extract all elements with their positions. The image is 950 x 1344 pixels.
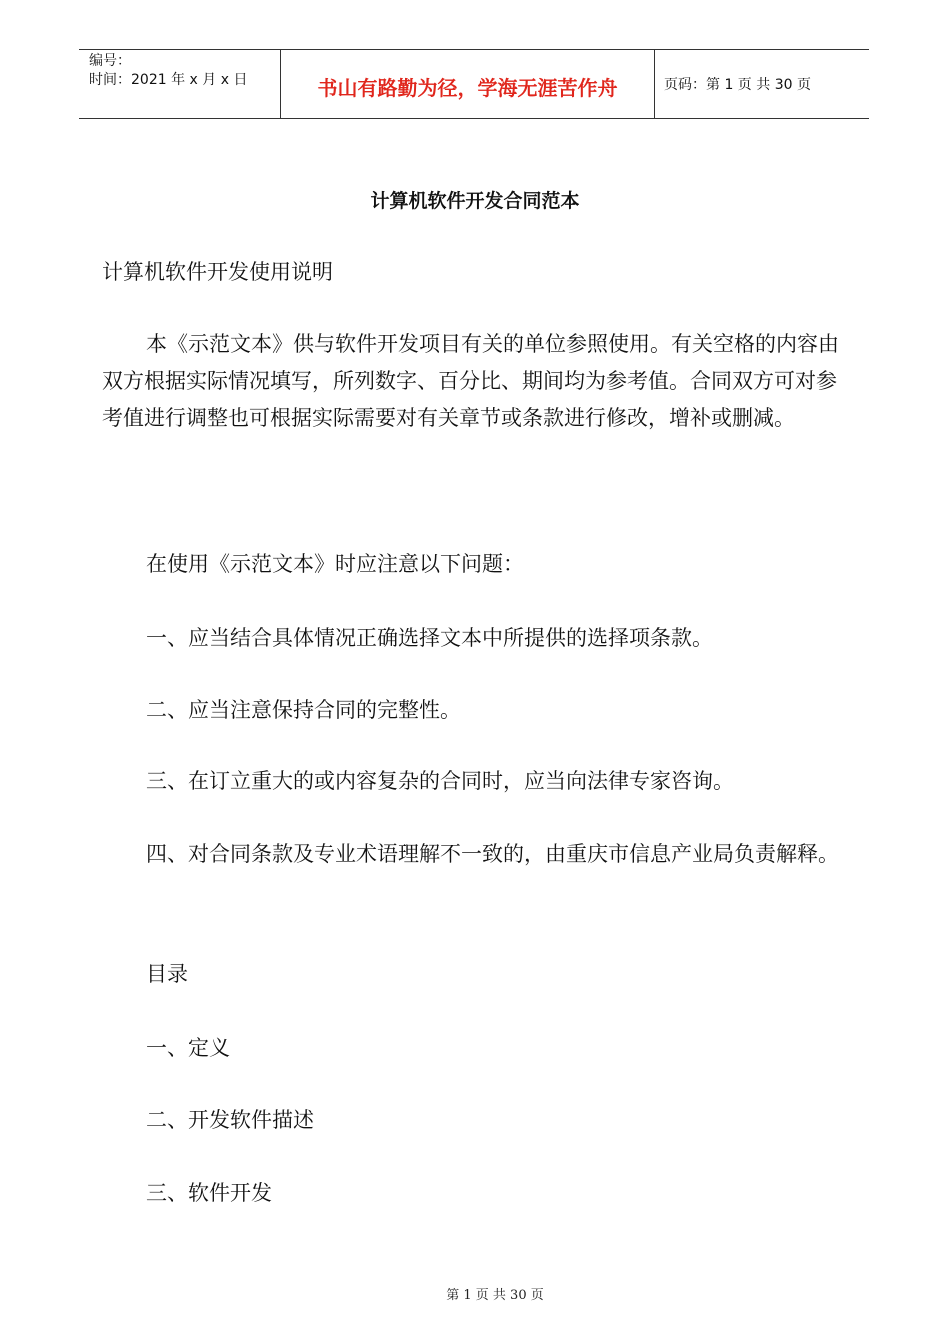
usage-heading: 计算机软件开发使用说明 xyxy=(102,260,333,284)
toc-item-3: 三、软件开发 xyxy=(146,1181,272,1205)
toc-item-1: 一、定义 xyxy=(146,1036,230,1060)
header-motto-cell xyxy=(280,50,655,118)
notice-item-2: 二、应当注意保持合同的完整性。 xyxy=(146,698,461,722)
page-info: 页码：第 1 页 共 30 页 xyxy=(664,77,811,93)
notice-item-3: 三、在订立重大的或内容复杂的合同时，应当向法律专家咨询。 xyxy=(146,769,734,793)
header-meta-cell xyxy=(79,50,280,118)
header-page-cell xyxy=(654,50,869,118)
document-title: 计算机软件开发合同范本 xyxy=(370,190,580,212)
number-label: 编号： xyxy=(89,53,131,69)
page-footer: 第 1 页 共 30 页 xyxy=(446,1288,544,1303)
toc-item-2: 二、开发软件描述 xyxy=(146,1108,314,1132)
date-label: 时间：2021 年 x 月 x 日 xyxy=(89,72,248,88)
intro-paragraph: 本《示范文本》供与软件开发项目有关的单位参照使用。有关空格的内容由双方根据实际情况填写，所列数字、百分比、期间均为参考值。合同双方可对参考值进行调整也可根据实际需要对有关章节或条款进行修改，增补或删减。 xyxy=(102,332,839,430)
toc-heading: 目录 xyxy=(146,962,188,986)
document-header xyxy=(79,49,869,119)
notice-item-4: 四、对合同条款及专业术语理解不一致的，由重庆市信息产业局负责解释。 xyxy=(146,842,839,866)
notice-heading: 在使用《示范文本》时应注意以下问题： xyxy=(146,552,524,576)
notice-item-1: 一、应当结合具体情况正确选择文本中所提供的选择项条款。 xyxy=(146,626,713,650)
motto-text: 书山有路勤为径，学海无涯苦作舟 xyxy=(317,76,618,100)
